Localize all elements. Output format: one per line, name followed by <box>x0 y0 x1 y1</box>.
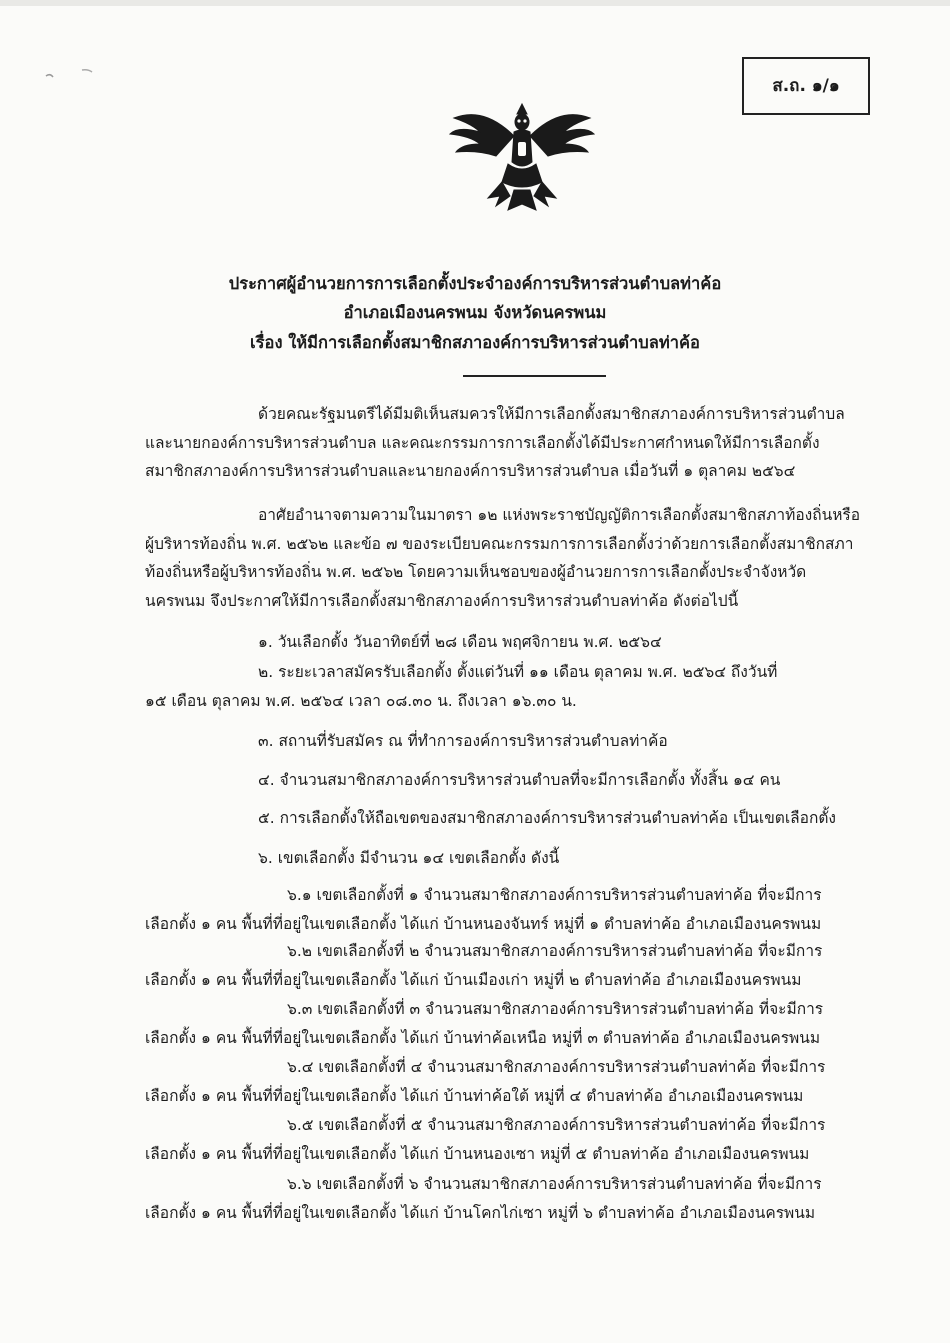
item-5: ๕. การเลือกตั้งให้ถือเขตของสมาชิกสภาองค์การบริหารส่วนตำบลท่าค้อ เป็นเขตเลือกตั้ง <box>258 809 836 827</box>
item-1: ๑. วันเลือกตั้ง วันอาทิตย์ที่ ๒๘ เดือน พฤศจิกายน พ.ศ. ๒๕๖๔ <box>258 633 662 651</box>
district-6-line-2: เลือกตั้ง ๑ คน พื้นที่ที่อยู่ในเขตเลือกตั้ง ได้แก่ บ้านโคกไก่เซา หมู่ที่ ๖ ตำบลท่าค้อ อำเภอเมืองนครพนม <box>145 1204 816 1222</box>
item-4: ๔. จำนวนสมาชิกสภาองค์การบริหารส่วนตำบลที่จะมีการเลือกตั้ง ทั้งสิ้น ๑๔ คน <box>258 771 781 789</box>
district-1-line-2: เลือกตั้ง ๑ คน พื้นที่ที่อยู่ในเขตเลือกตั้ง ได้แก่ บ้านหนองจันทร์ หมู่ที่ ๑ ตำบลท่าค้อ อำเภอเมืองนครพนม <box>145 915 822 933</box>
item-6: ๖. เขตเลือกตั้ง มีจำนวน ๑๔ เขตเลือกตั้ง ดังนี้ <box>258 849 560 867</box>
form-code-box: ส.ถ. ๑/๑ <box>742 57 870 115</box>
district-3-line-2: เลือกตั้ง ๑ คน พื้นที่ที่อยู่ในเขตเลือกตั้ง ได้แก่ บ้านท่าค้อเหนือ หมู่ที่ ๓ ตำบลท่าค้อ อำเภอเมืองนครพนม <box>145 1029 821 1047</box>
district-4-line-2: เลือกตั้ง ๑ คน พื้นที่ที่อยู่ในเขตเลือกตั้ง ได้แก่ บ้านท่าค้อใต้ หมู่ที่ ๔ ตำบลท่าค้อ อำเภอเมืองนครพนม <box>145 1087 804 1105</box>
paragraph-1-line-2: และนายกองค์การบริหารส่วนตำบล และคณะกรรมการการเลือกตั้งได้มีประกาศกำหนดให้มีการเลือกตั้ง <box>145 434 820 452</box>
district-6-line-1: ๖.๖ เขตเลือกตั้งที่ ๖ จำนวนสมาชิกสภาองค์การบริหารส่วนตำบลท่าค้อ ที่จะมีการ <box>287 1175 822 1193</box>
heading-divider <box>463 375 606 377</box>
scan-edge <box>0 0 950 6</box>
paragraph-2-line-3: ท้องถิ่นหรือผู้บริหารท้องถิ่น พ.ศ. ๒๕๖๒ โดยความเห็นชอบของผู้อำนวยการการเลือกตั้งประจำจังหวัด <box>145 563 807 581</box>
garuda-emblem-icon <box>448 98 596 218</box>
district-3-line-1: ๖.๓ เขตเลือกตั้งที่ ๓ จำนวนสมาชิกสภาองค์การบริหารส่วนตำบลท่าค้อ ที่จะมีการ <box>287 1000 824 1018</box>
district-2-line-2: เลือกตั้ง ๑ คน พื้นที่ที่อยู่ในเขตเลือกตั้ง ได้แก่ บ้านเมืองเก่า หมู่ที่ ๒ ตำบลท่าค้อ อำเภอเมืองนครพนม <box>145 971 802 989</box>
paragraph-2-line-4: นครพนม จึงประกาศให้มีการเลือกตั้งสมาชิกสภาองค์การบริหารส่วนตำบลท่าค้อ ดังต่อไปนี้ <box>145 592 739 610</box>
item-3: ๓. สถานที่รับสมัคร ณ ที่ทำการองค์การบริหารส่วนตำบลท่าค้อ <box>258 732 668 750</box>
heading-line-2: อำเภอเมืองนครพนม จังหวัดนครพนม <box>343 303 607 322</box>
paragraph-2-line-2: ผู้บริหารท้องถิ่น พ.ศ. ๒๕๖๒ และข้อ ๗ ของระเบียบคณะกรรมการการเลือกตั้งว่าด้วยการเลือกตั้งสมาชิกสภา <box>145 535 854 553</box>
district-4-line-1: ๖.๔ เขตเลือกตั้งที่ ๔ จำนวนสมาชิกสภาองค์การบริหารส่วนตำบลท่าค้อ ที่จะมีการ <box>287 1058 826 1076</box>
paragraph-2-line-1: อาศัยอำนาจตามความในมาตรา ๑๒ แห่งพระราชบัญญัติการเลือกตั้งสมาชิกสภาท้องถิ่นหรือ <box>258 506 861 524</box>
scan-speck-mark <box>38 62 108 88</box>
district-5-line-1: ๖.๕ เขตเลือกตั้งที่ ๕ จำนวนสมาชิกสภาองค์การบริหารส่วนตำบลท่าค้อ ที่จะมีการ <box>287 1116 826 1134</box>
district-1-line-1: ๖.๑ เขตเลือกตั้งที่ ๑ จำนวนสมาชิกสภาองค์การบริหารส่วนตำบลท่าค้อ ที่จะมีการ <box>287 886 822 904</box>
paragraph-1-line-1: ด้วยคณะรัฐมนตรีได้มีมติเห็นสมควรให้มีการเลือกตั้งสมาชิกสภาองค์การบริหารส่วนตำบล <box>258 405 845 423</box>
item-2-line-2: ๑๕ เดือน ตุลาคม พ.ศ. ๒๕๖๔ เวลา ๐๘.๓๐ น. ถึงเวลา ๑๖.๓๐ น. <box>145 692 577 710</box>
district-5-line-2: เลือกตั้ง ๑ คน พื้นที่ที่อยู่ในเขตเลือกตั้ง ได้แก่ บ้านหนองเซา หมู่ที่ ๕ ตำบลท่าค้อ อำเภอเมืองนครพนม <box>145 1145 810 1163</box>
paragraph-1-line-3: สมาชิกสภาองค์การบริหารส่วนตำบลและนายกองค์การบริหารส่วนตำบล เมื่อวันที่ ๑ ตุลาคม ๒๕๖๔ <box>145 462 796 480</box>
item-2-line-1: ๒. ระยะเวลาสมัครรับเลือกตั้ง ตั้งแต่วันที่ ๑๑ เดือน ตุลาคม พ.ศ. ๒๕๖๔ ถึงวันที่ <box>258 663 778 681</box>
district-2-line-1: ๖.๒ เขตเลือกตั้งที่ ๒ จำนวนสมาชิกสภาองค์การบริหารส่วนตำบลท่าค้อ ที่จะมีการ <box>287 942 823 960</box>
heading-line-1: ประกาศผู้อำนวยการการเลือกตั้งประจำองค์การบริหารส่วนตำบลท่าค้อ <box>228 274 722 293</box>
heading-line-3: เรื่อง ให้มีการเลือกตั้งสมาชิกสภาองค์การบริหารส่วนตำบลท่าค้อ <box>250 333 700 352</box>
